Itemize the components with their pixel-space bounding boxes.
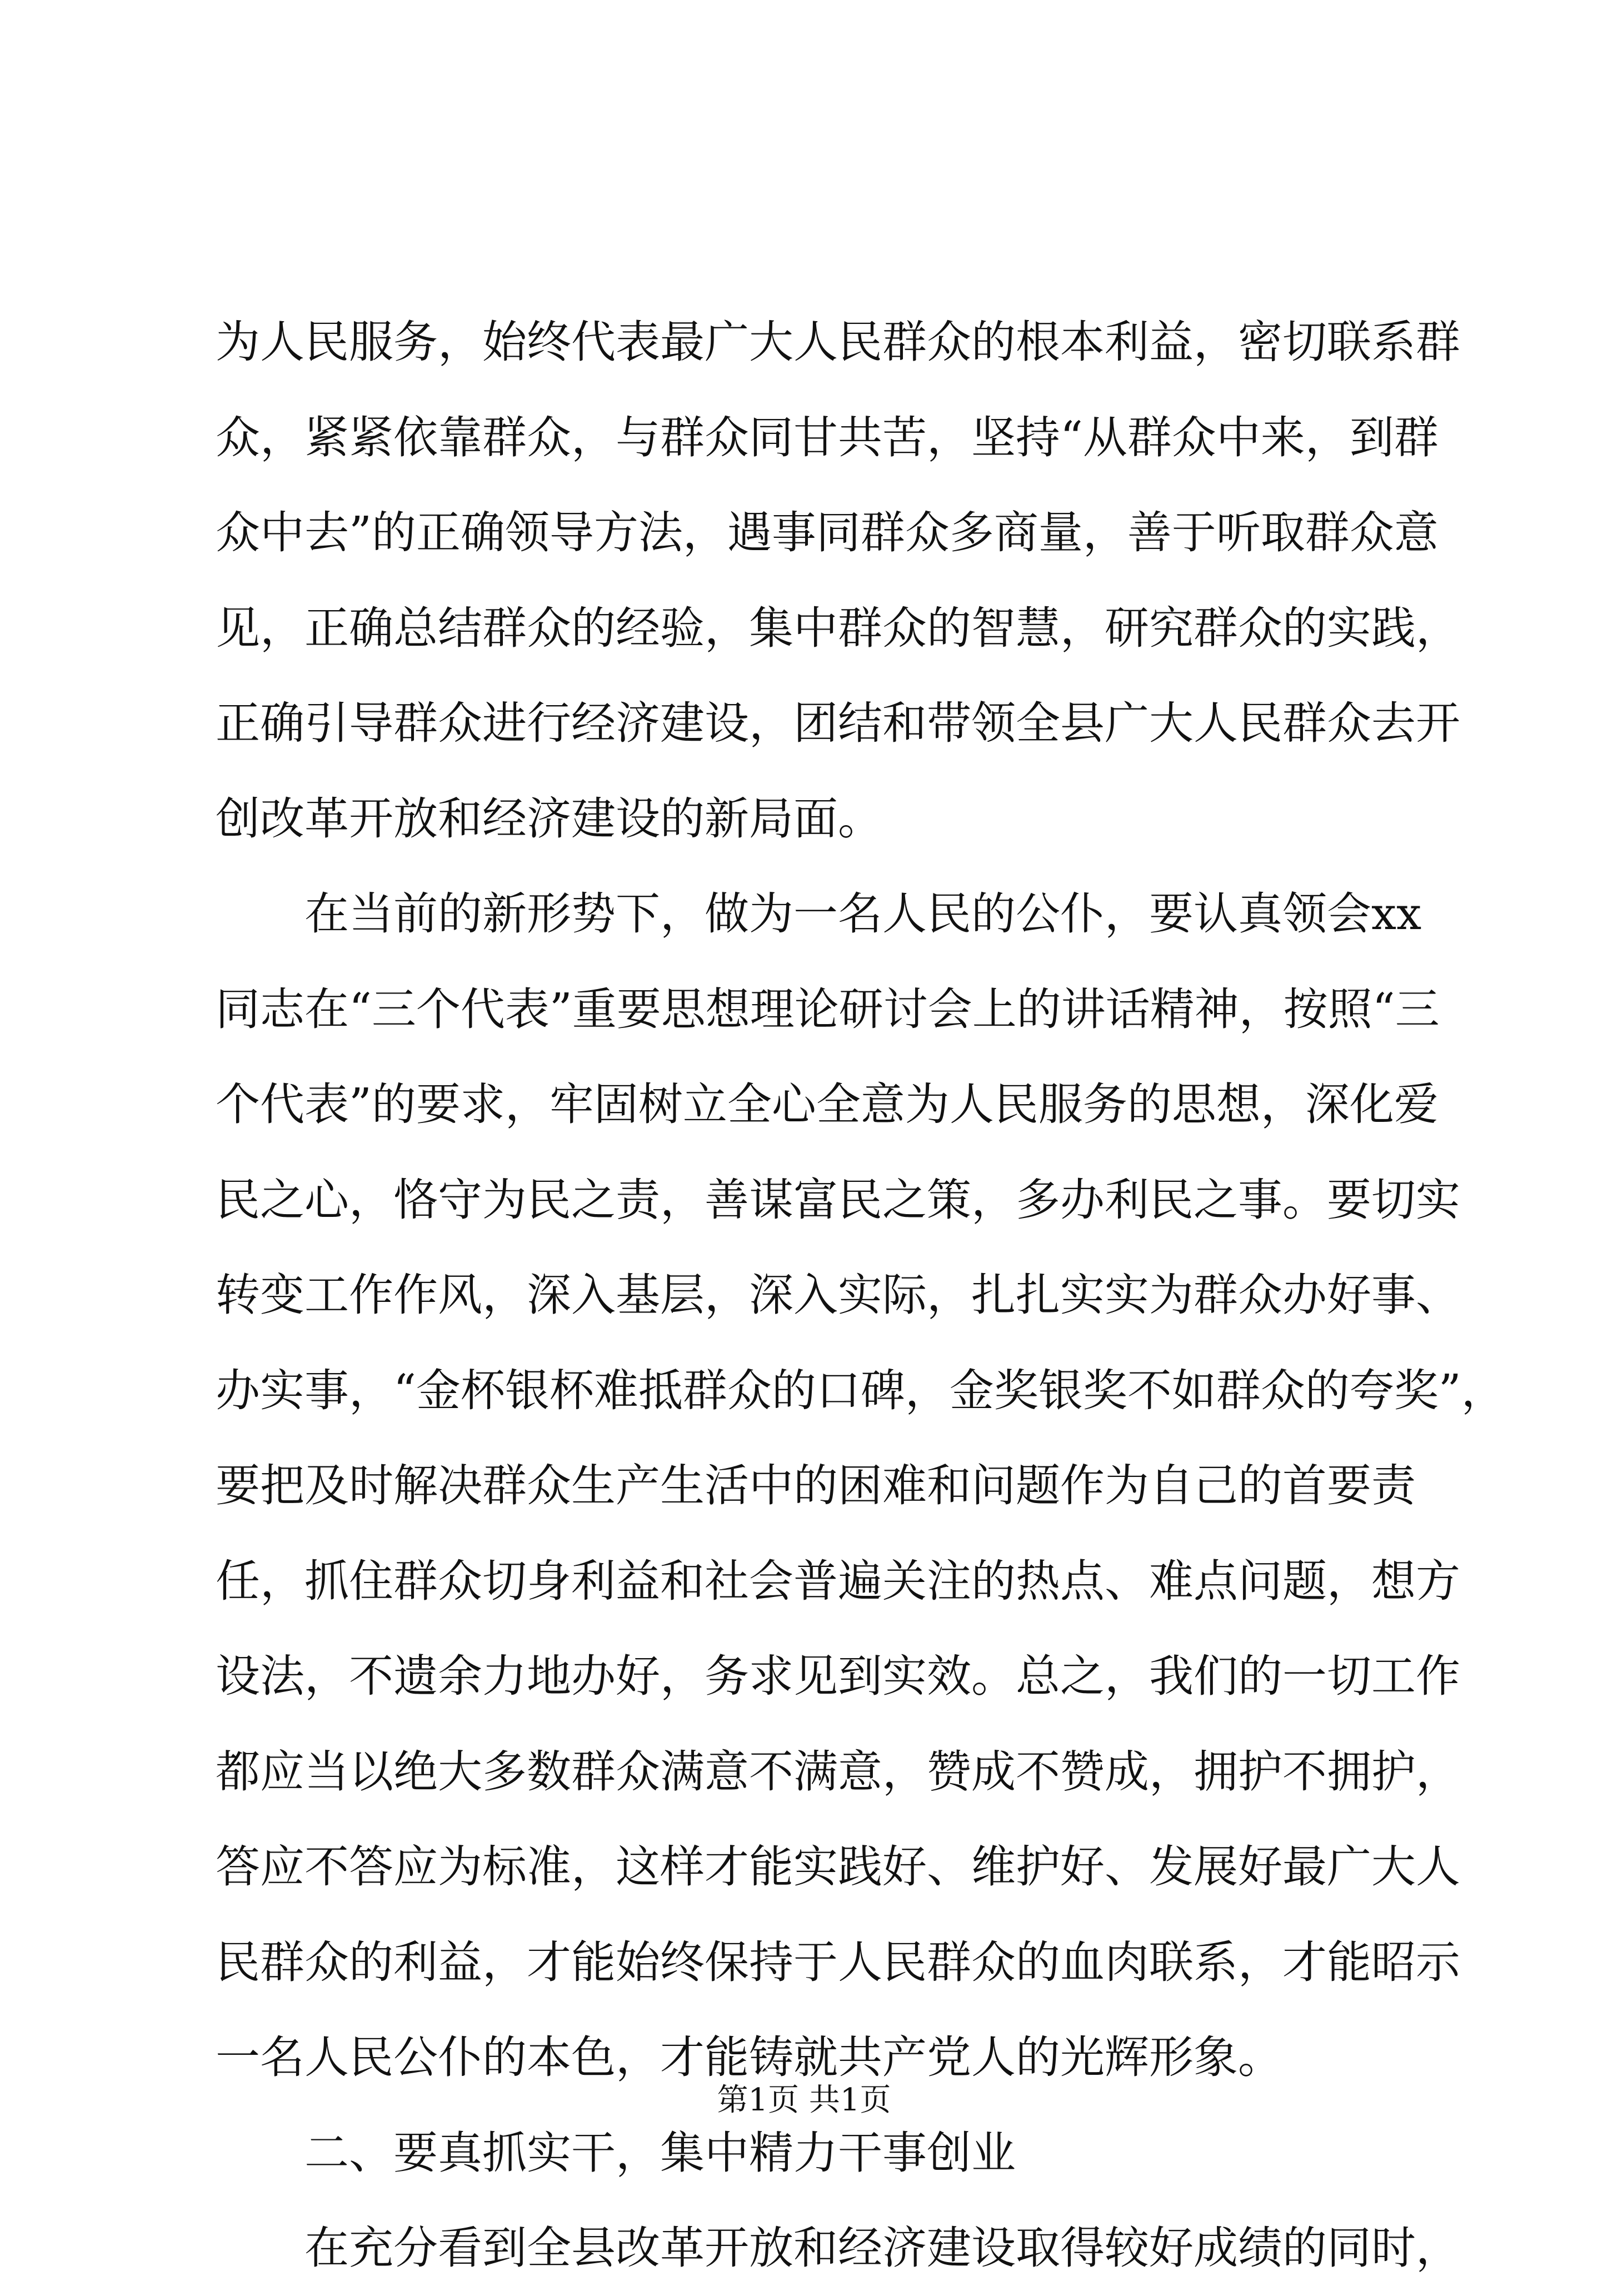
text-line: 众中去”的正确领导方法，遇事同群众多商量，善于听取群众意 bbox=[216, 507, 1439, 558]
section-heading: 二、要真抓实干，集中精力干事创业 bbox=[304, 2127, 1016, 2179]
text-line: 见，正确总结群众的经验，集中群众的智慧，研究群众的实践， bbox=[216, 602, 1460, 654]
text-line: 为人民服务，始终代表最广大人民群众的根本利益，密切联系群 bbox=[216, 316, 1460, 368]
paragraph-first-line: 在充分看到全县改革开放和经济建设取得较好成绩的同时， bbox=[304, 2222, 1460, 2274]
text-line: 一名人民公仆的本色，才能铸就共产党人的光辉形象。 bbox=[216, 2032, 1282, 2083]
text-line: 民之心，恪守为民之责，善谋富民之策，多办利民之事。要切实 bbox=[216, 1174, 1460, 1226]
paragraph-first-line: 在当前的新形势下，做为一名人民的公仆，要认真领会xx bbox=[304, 888, 1422, 940]
page-number: 第1页 共1页 bbox=[717, 2082, 891, 2118]
text-line: 正确引导群众进行经济建设，团结和带领全县广大人民群众去开 bbox=[216, 697, 1460, 749]
text-line: 设法，不遗余力地办好，务求见到实效。总之，我们的一切工作 bbox=[216, 1650, 1460, 1702]
text-line: 都应当以绝大多数群众满意不满意，赞成不赞成，拥护不拥护， bbox=[216, 1745, 1460, 1798]
text-line: 任，抓住群众切身利益和社会普遍关注的热点、难点问题，想方 bbox=[216, 1555, 1460, 1607]
text-line: 转变工作作风，深入基层，深入实际，扎扎实实为群众办好事、 bbox=[216, 1269, 1460, 1321]
page-footer bbox=[0, 2081, 1608, 2120]
text-line: 要把及时解决群众生产生活中的困难和问题作为自己的首要责 bbox=[216, 1460, 1416, 1511]
text-line: 同志在“三个代表”重要思想理论研讨会上的讲话精神，按照“三 bbox=[216, 983, 1440, 1035]
text-line: 个代表”的要求，牢固树立全心全意为人民服务的思想，深化爱 bbox=[216, 1079, 1439, 1130]
text-line: 民群众的利益，才能始终保持于人民群众的血肉联系，才能昭示 bbox=[216, 1936, 1460, 1988]
text-line: 众，紧紧依靠群众，与群众同甘共苦，坚持“从群众中来，到群 bbox=[216, 411, 1439, 463]
text-line: 答应不答应为标准，这样才能实践好、维护好、发展好最广大人 bbox=[216, 1841, 1460, 1893]
text-line: 办实事，“金杯银杯难抵群众的口碑，金奖银奖不如群众的夸奖”， bbox=[216, 1364, 1506, 1416]
body-text bbox=[216, 295, 1506, 2296]
text-line: 创改革开放和经济建设的新局面。 bbox=[216, 792, 882, 845]
